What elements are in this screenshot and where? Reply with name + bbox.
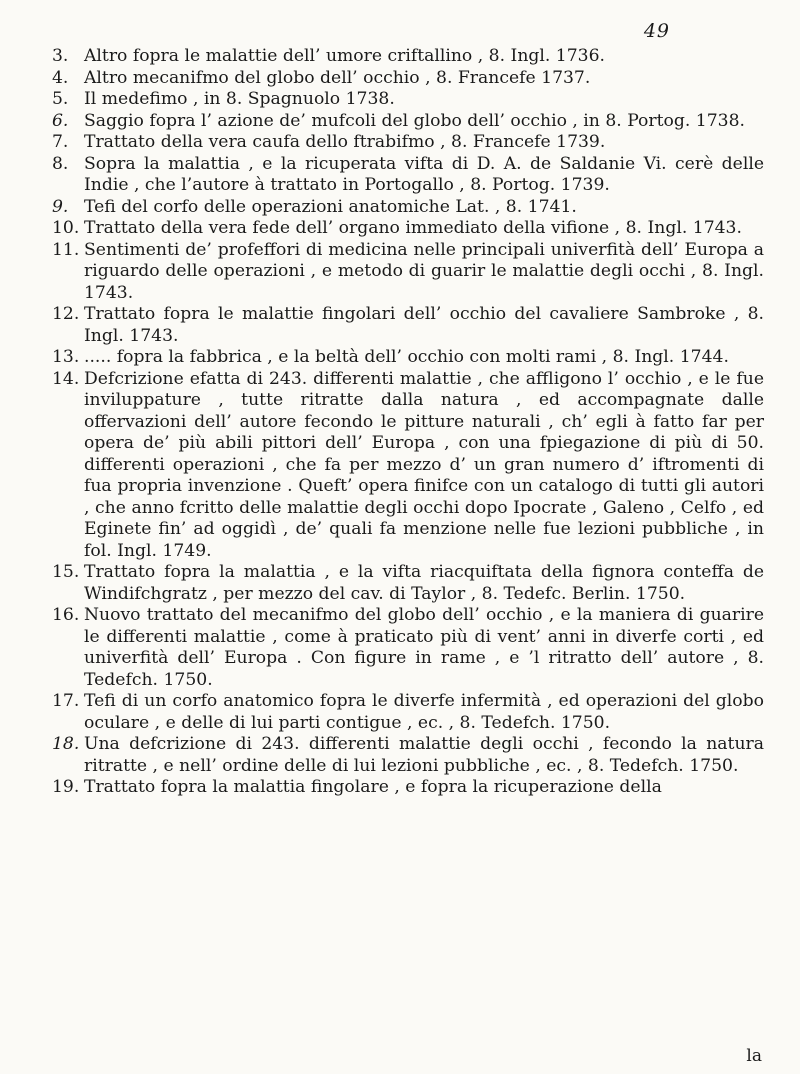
entry-text: Trattato fopra la malattia , e la vifta riacquiftata della fignora conteffa de Windifchgratz , per mezzo del cav. di Taylor , 8. Tedefc. Berlin. 1750. [84, 562, 764, 604]
entry-number: 19. [52, 777, 80, 797]
catchword: la [746, 1046, 762, 1066]
entry-number: 12. [52, 304, 80, 324]
list-item [52, 691, 764, 734]
entry-text: ..... fopra la fabbrica , e la beltà dell’ occhio con molti rami , 8. Ingl. 1744. [84, 347, 729, 367]
entry-number: 5. [52, 89, 69, 109]
entry-text: Una defcrizione di 243. differenti malattie degli occhi , fecondo la natura ritratte , e nell’ ordine delle di lui lezioni pubbliche , ec. , 8. Tedefch. 1750. [84, 734, 764, 776]
entry-number: 18. [52, 734, 80, 754]
entry-text: Defcrizione efatta di 243. differenti malattie , che affligono l’ occhio , e le fue inviluppature , tutte ritratte dalla natura , ed accompagnate dalle offervazioni dell’ autore fecondo le pitture naturali , ch’ egli à fatto far per opera de’ più abili pittori dell’ Europa , con una fpiegazione di più di 50. differenti operazioni , che fa per mezzo d’ un gran numero d’ iftromenti di fua propria invenzione . Queft’ opera finifce con un catalogo di tutti gli autori , che anno fcritto delle malattie degli occhi dopo Ipocrate , Galeno , Celfo , ed Eginete fin’ ad oggidì , de’ quali fa menzione nelle fue lezioni pubbliche , in fol. Ingl. 1749. [84, 368, 764, 561]
list-item [52, 347, 764, 369]
list-item [52, 132, 764, 154]
entry-number: 13. [52, 347, 80, 367]
entry-number: 6. [52, 110, 69, 131]
entry-number: 17. [52, 691, 80, 711]
entry-text: Sopra la malattia , e la ricuperata vifta di D. A. de Saldanie Vi. cerè delle Indie , che l’autore à trattato in Portogallo , 8. Portog. 1739. [84, 153, 764, 195]
list-item [52, 369, 764, 563]
entry-number: 11. [52, 239, 80, 260]
entry-text: Trattato della vera caufa dello ftrabifmo , 8. Francefe 1739. [84, 132, 606, 152]
list-item [52, 240, 764, 305]
entry-text: Sentimenti de’ profeffori di medicina nelle principali univerfità dell’ Europa a riguardo delle operazioni , e metodo di guarir le malattie degli occhi , 8. Ingl. 1743. [84, 239, 764, 303]
entry-number: 10. [52, 218, 80, 238]
entry-text: Tefi di un corfo anatomico fopra le diverfe infermità , ed operazioni del globo oculare , e delle di lui parti contigue , ec. , 8. Tedefch. 1750. [84, 691, 764, 733]
list-item [52, 777, 764, 799]
entry-number: 9. [52, 196, 69, 217]
entry-number: 16. [52, 605, 80, 625]
entry-number: 15. [52, 562, 80, 582]
list-item [52, 605, 764, 691]
entry-number: 8. [52, 153, 69, 174]
entry-text: Tefi del corfo delle operazioni anatomiche Lat. , 8. 1741. [84, 196, 577, 217]
entry-text: Trattato della vera fede dell’ organo immediato della vifione , 8. Ingl. 1743. [84, 218, 742, 238]
entry-text: Altro mecanifmo del globo dell’ occhio , 8. Francefe 1737. [84, 67, 591, 88]
list-item [52, 562, 764, 605]
list-item [52, 111, 764, 133]
entry-number: 3. [52, 46, 69, 66]
list-item [52, 304, 764, 347]
list-item [52, 68, 764, 90]
entry-number: 7. [52, 132, 69, 152]
entry-text: Trattato fopra le malattie fingolari dell’ occhio del cavaliere Sambroke , 8. Ingl. 1743. [84, 304, 764, 346]
entry-text: Altro fopra le malattie dell’ umore criftallino , 8. Ingl. 1736. [84, 46, 606, 66]
entry-text: Saggio fopra l’ azione de’ mufcoli del globo dell’ occhio , in 8. Portog. 1738. [84, 110, 746, 131]
entry-text: Nuovo trattato del mecanifmo del globo dell’ occhio , e la maniera di guarire le differenti malattie , come à praticato più di vent’ anni in diverfe corti , ed univerfità dell’ Europa . Con figure in rame , e ’l ritratto dell’ autore , 8. Tedefch. 1750. [84, 605, 764, 690]
entry-text: Trattato fopra la malattia fingolare , e fopra la ricuperazione della [84, 777, 662, 797]
list-item [52, 734, 764, 777]
list-item [52, 218, 764, 240]
entry-text: Il medefimo , in 8. Spagnuolo 1738. [84, 89, 395, 109]
list-item [52, 197, 764, 219]
entry-number: 4. [52, 67, 69, 88]
list-item [52, 89, 764, 111]
list-item [52, 154, 764, 197]
page-number: 49 [643, 20, 670, 42]
bibliography-list [52, 46, 764, 799]
list-item [52, 46, 764, 68]
entry-number: 14. [52, 368, 80, 389]
